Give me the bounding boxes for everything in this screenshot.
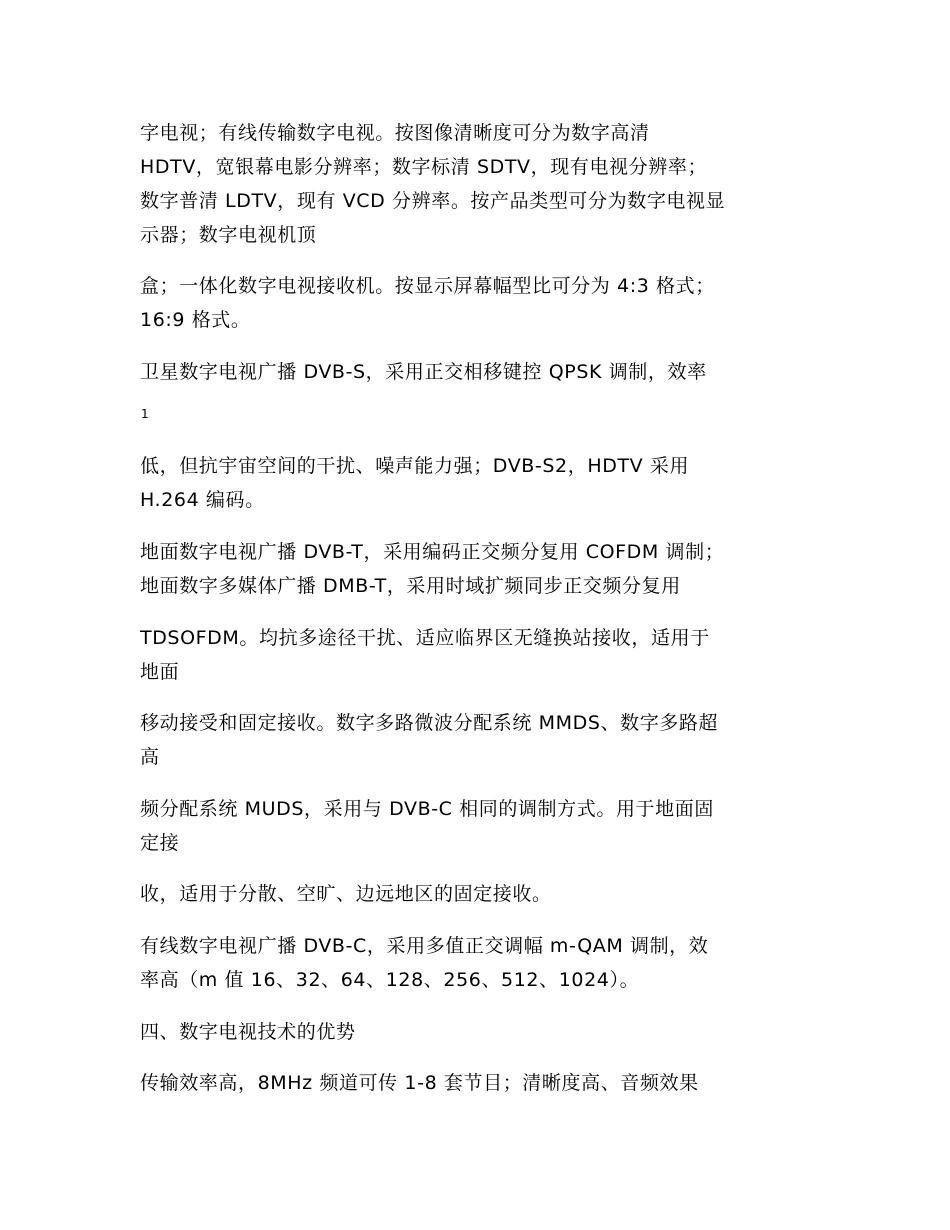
- paragraph-8: [140, 792, 820, 860]
- paragraph-1: [140, 116, 820, 252]
- section-heading: [140, 1015, 820, 1049]
- text-line: 定接: [140, 832, 180, 854]
- text-line: 有线数字电视广播 DVB-C，采用多值正交调幅 m-QAM 调制，效: [140, 935, 709, 957]
- text-line: HDTV，宽银幕电影分辨率；数字标清 SDTV，现有电视分辨率；: [140, 156, 708, 178]
- text-line: 率高（m 值 16、32、64、128、256、512、1024）。: [140, 969, 640, 991]
- text-line: 低，但抗宇宙空间的干扰、噪声能力强；DVB-S2，HDTV 采用: [140, 455, 690, 477]
- paragraph-3: [140, 355, 820, 389]
- paragraph-6: [140, 621, 820, 689]
- paragraph-11: [140, 1066, 820, 1100]
- paragraph-5: [140, 535, 820, 603]
- text-line: H.264 编码。: [140, 489, 265, 511]
- text-line: 16:9 格式。: [140, 309, 251, 331]
- text-line: TDSOFDM。均抗多途径干扰、适应临界区无缝换站接收，适用于: [140, 627, 710, 649]
- text-line: 地面数字多媒体广播 DMB-T，采用时域扩频同步正交频分复用: [140, 575, 681, 597]
- text-line: 数字普清 LDTV，现有 VCD 分辨率。按产品类型可分为数字电视显: [140, 190, 726, 212]
- page-number: 1: [141, 407, 149, 421]
- paragraph-2: [140, 269, 820, 337]
- text-line: 卫星数字电视广播 DVB-S，采用正交相移键控 QPSK 调制，效率: [140, 361, 707, 383]
- text-line: 移动接受和固定接收。数字多路微波分配系统 MMDS、数字多路超: [140, 712, 719, 734]
- text-line: 盒；一体化数字电视接收机。按显示屏幕幅型比可分为 4:3 格式；: [140, 275, 715, 297]
- text-line: 地面: [140, 661, 180, 683]
- text-line: 频分配系统 MUDS，采用与 DVB-C 相同的调制方式。用于地面固: [140, 798, 714, 820]
- paragraph-9: [140, 877, 820, 911]
- text-line: 收，适用于分散、空旷、边远地区的固定接收。: [140, 883, 552, 905]
- paragraph-7: [140, 706, 820, 774]
- paragraph-4: [140, 449, 820, 517]
- text-line: 高: [140, 746, 160, 768]
- text-line: 字电视；有线传输数字电视。按图像清晰度可分为数字高清: [140, 122, 650, 144]
- text-line: 示器；数字电视机顶: [140, 224, 317, 246]
- text-line: 地面数字电视广播 DVB-T，采用编码正交频分复用 COFDM 调制；: [140, 541, 725, 563]
- text-line: 传输效率高，8MHz 频道可传 1-8 套节目；清晰度高、音频效果: [140, 1072, 699, 1094]
- text-line: 四、数字电视技术的优势: [140, 1021, 356, 1043]
- paragraph-10: [140, 929, 820, 997]
